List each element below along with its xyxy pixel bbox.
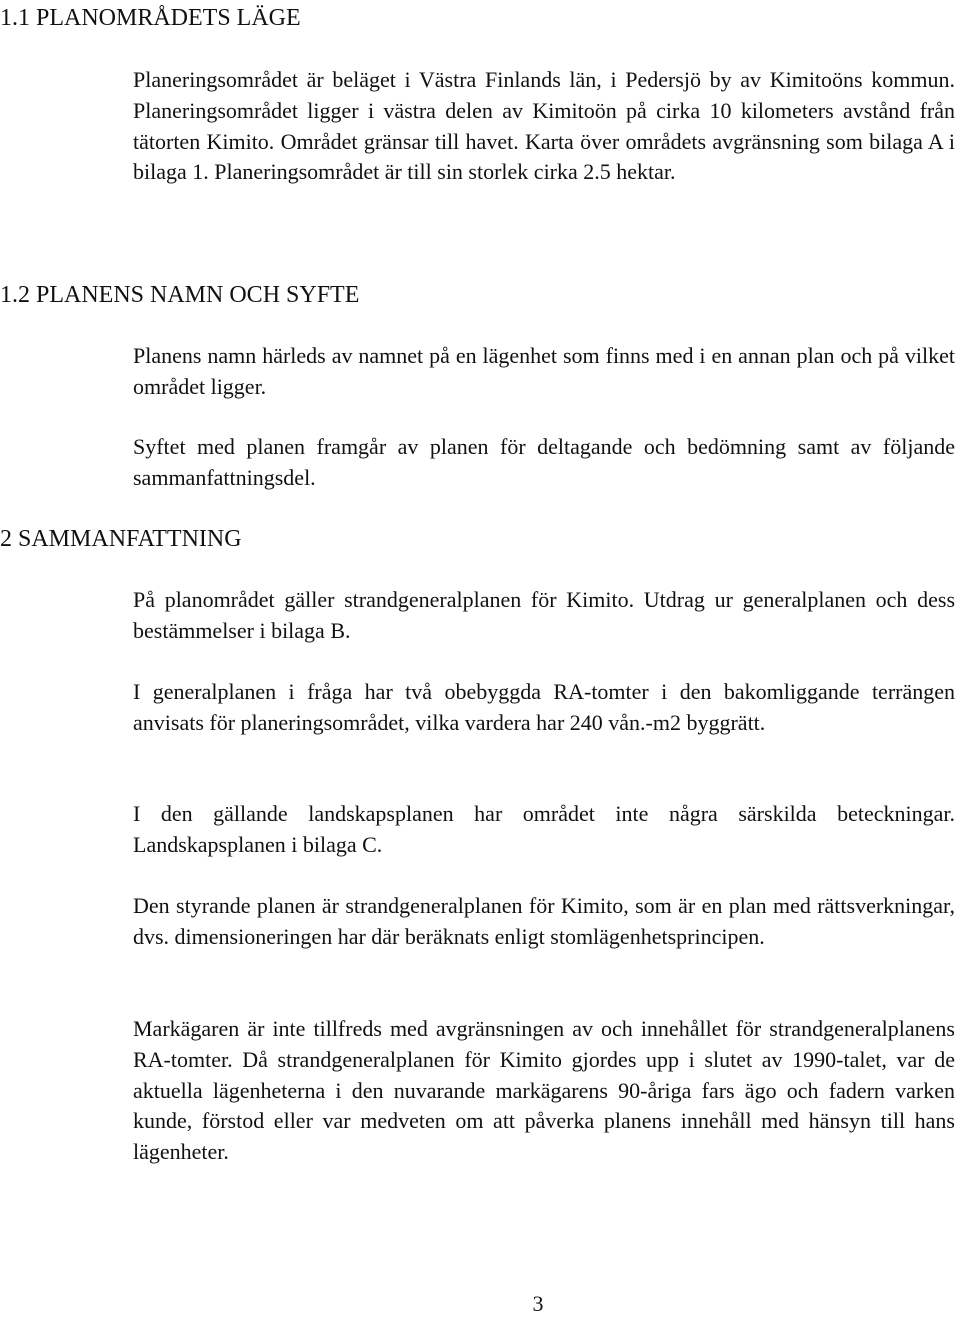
paragraph-markagaren: Markägaren är inte tillfreds med avgränsningen av och innehållet för strandgeneralplanens RA-tomter. Då strandgeneralplanen för Kimito gjordes upp i slutet av 1990-talet, var de aktuella lägenheterna i den nuvarande markägarens 90-åriga fars ägo och fadern varken kunde, förstod eller var medveten om att påverka planens innehåll med hänsyn till hans lägenheter. [133,1016,955,1165]
section-heading-planomradets-lage: 1.1 PLANOMRÅDETS LÄGE [0,5,301,31]
section-heading-planens-namn-och-syfte: 1.2 PLANENS NAMN OCH SYFTE [0,282,360,308]
paragraph-planomradets-lage: Planeringsområdet är beläget i Västra Finlands län, i Pedersjö by av Kimitoöns kommun. Planeringsområdet ligger i västra delen av Kimitoön på cirka 10 kilometers avstånd från tätorten Kimito. Området gränsar till havet. Karta över områdets avgränsning som bilaga A i bilaga 1. Planeringsområdet är till sin storlek cirka 2.5 hektar. [133,67,955,185]
paragraph-styrande-planen: Den styrande planen är strandgeneralplanen för Kimito, som är en plan med rättsverkningar, dvs. dimensioneringen har där beräknats enligt stomlägenhetsprincipen. [133,893,955,949]
page-number: 3 [532,1291,544,1316]
paragraph-planens-namn: Planens namn härleds av namnet på en lägenhet som finns med i en annan plan och på vilket området ligger. [133,343,955,399]
paragraph-planomradet-galler: På planområdet gäller strandgeneralplanen för Kimito. Utdrag ur generalplanen och dess bestämmelser i bilaga B. [133,587,955,643]
paragraph-syftet: Syftet med planen framgår av planen för deltagande och bedömning samt av följande sammanfattningsdel. [133,434,955,490]
paragraph-generalplanen-ra-tomter: I generalplanen i fråga har två obebyggda RA-tomter i den bakomliggande terrängen anvisats för planeringsområdet, vilka vardera har 240 vån.-m2 byggrätt. [133,679,955,735]
section-heading-sammanfattning: 2 SAMMANFATTNING [0,526,242,552]
paragraph-landskapsplanen: I den gällande landskapsplanen har området inte några särskilda beteckningar. Landskapsplanen i bilaga C. [133,801,955,857]
